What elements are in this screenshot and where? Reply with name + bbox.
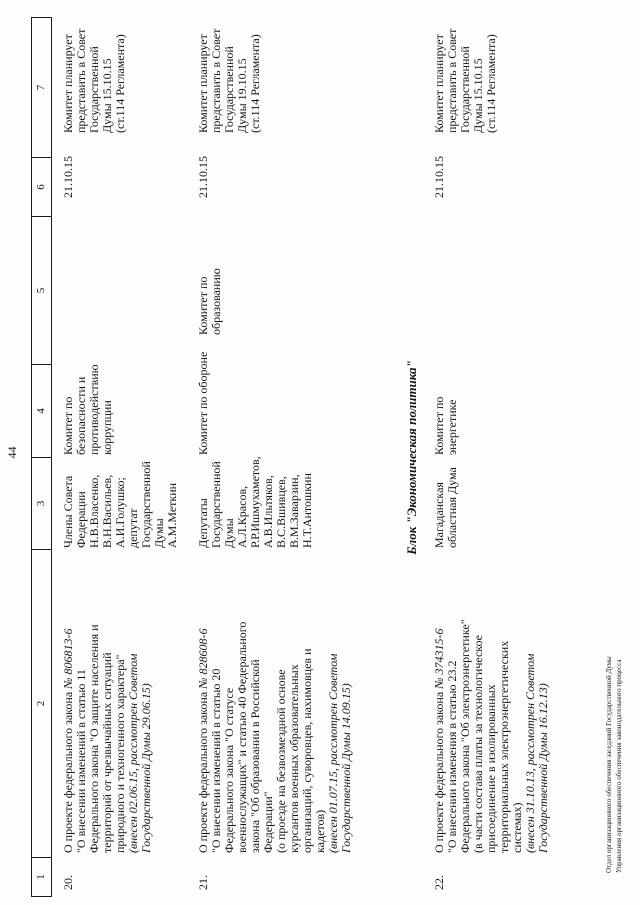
row-21-initiators: Депутаты Государственной Думы А.Л.Красов, Р.Р.Ишмухаметов, А.В.Ильтяков, В.С.Вшивцев, В.М.Заварзин, Н.Т.Антошкин: [196, 456, 314, 548]
column-header-2: 2: [31, 549, 52, 858]
page-number: 44: [5, 446, 19, 459]
column-header-6: 6: [31, 157, 52, 217]
row-20-review-date: 21.10.15: [61, 156, 75, 198]
row-22-committee-plan: Комитет планирует представить в Совет Государственной Думы 15.10.15 (ст.114 Регламента): [432, 28, 498, 133]
row-20-number: 20.: [61, 875, 75, 890]
section-header-economic-policy: Блок "Экономическая политика": [404, 360, 419, 555]
row-21-committee-plan: Комитет планирует представить в Совет Государственной Думы 19.10.15 (ст.114 Регламента): [196, 28, 262, 133]
row-21-number: 21.: [196, 875, 210, 890]
column-header-4: 4: [31, 364, 52, 458]
row-21-responsible-committee: Комитет по обороне: [196, 351, 210, 455]
row-22-initiators: Магаданская областная Дума: [432, 467, 459, 548]
row-22-review-date: 21.10.15: [432, 156, 446, 198]
row-20-committee-plan: Комитет планирует представить в Совет Государственной Думы 15.10.15 (ст.114 Регламента): [61, 28, 127, 133]
footer-line-2: Управления организационного обеспечения законодательного процесса: [615, 659, 623, 873]
column-header-3: 3: [31, 457, 52, 550]
column-header-7: 7: [31, 17, 52, 158]
column-header-5: 5: [31, 216, 52, 365]
row-21-bill-text: О проекте федерального закона № 828608-6 "О внесении изменений в статью 20 Федерального закона "О статусе военнослужащих" и статью 40 Федерального закона "Об образовании в Российской Федерации" (о проезде на безвозмездной основе курсантов военных образовательных организаций, суворовцев, нахимовцев и кадетов) (внесен 01.07.15, рассмотрен Советом Государственной Думы 14.09.15): [196, 621, 353, 853]
footer-line-1: Отдел организационного обеспечения заседаний Государственной Думы: [605, 656, 613, 873]
row-22-number: 22.: [432, 875, 446, 890]
row-22-bill-text: О проекте федерального закона № 374315-6 "О внесении изменения в статью 23.2 Федерального закона "Об электроэнергетике" (в части состава платы за технологическое присоединение в изолированных территориальных электроэнергетических системах) (внесен 31.10.13, рассмотрен Советом Государственной Думы 16.12.13): [432, 619, 550, 853]
department-footer: [604, 656, 624, 873]
row-20-initiators: Члены Совета Федерации Н.В.Власенко, В.Н.Васильев, А.И.Голушко; депутат Государственной Думы А.М.Меткин: [61, 461, 179, 548]
row-20-responsible-committee: Комитет по безопасности и противодействию коррупции: [61, 364, 114, 455]
row-22-responsible-committee: Комитет по энергетике: [432, 396, 459, 455]
column-header-1: 1: [31, 857, 52, 897]
row-21-review-date: 21.10.15: [196, 156, 210, 198]
row-20-bill-text: О проекте федерального закона № 806813-6 "О внесении изменений в статью 11 Федерального закона "О защите населения и территорий от чрезвычайных ситуаций природного и техногенного характера" (внесен 02.06.15, рассмотрен Советом Государственной Думы 29.06.15): [61, 624, 153, 853]
row-21-co-committee: Комитет по образованию: [196, 268, 223, 335]
